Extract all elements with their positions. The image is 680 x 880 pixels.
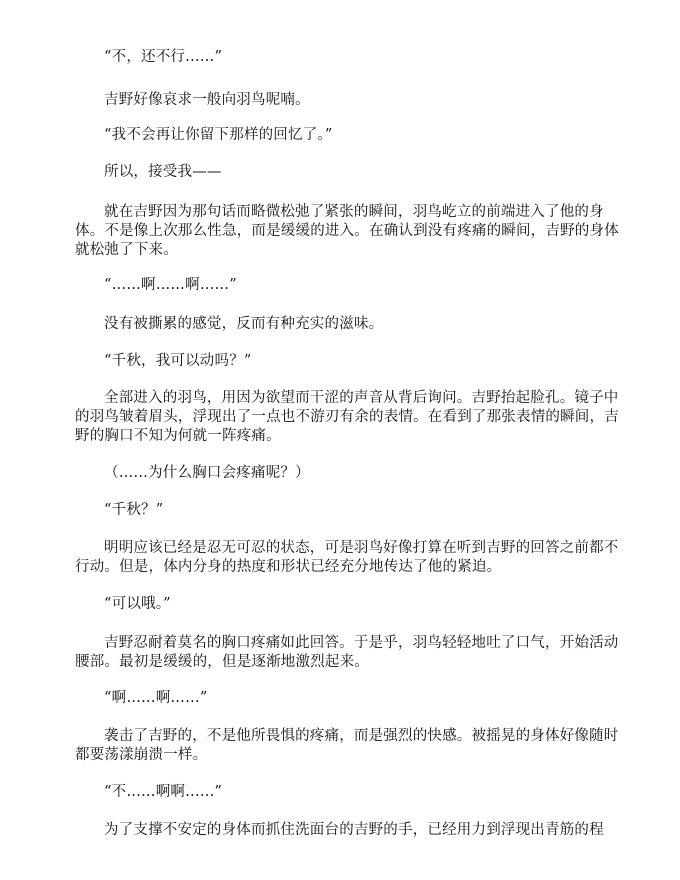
paragraph-13: “可以哦。” — [104, 596, 171, 612]
paragraph-11: “千秋？” — [104, 502, 164, 518]
paragraph-4: 所以，接受我—— — [104, 164, 222, 180]
paragraph-16: 袭击了吉野的，不是他所畏惧的疼痛，而是强烈的快感。被摇晃的身体好像随时都要荡漾崩溃一样。 — [75, 728, 619, 763]
paragraph-9: 全部进入的羽鸟，用因为欲望而干涩的声音从背后询问。吉野抬起脸孔。镜子中的羽鸟皱着眉头，浮现出了一点也不游刃有余的表情。在看到了那张表情的瞬间，吉野的胸口不知为何就一阵疼痛。 — [75, 390, 619, 444]
paragraph-14: 吉野忍耐着莫名的胸口疼痛如此回答。于是乎，羽鸟轻轻地吐了口气，开始活动腰部。最初是缓缓的，但是逐渐地激烈起来。 — [75, 635, 619, 670]
paragraph-6: “……啊……啊……” — [104, 277, 237, 293]
paragraph-1: “不，还不行……” — [104, 49, 223, 65]
paragraph-17: “不……啊啊……” — [104, 784, 223, 800]
paragraph-3: “我不会再让你留下那样的回忆了。” — [104, 127, 333, 143]
paragraph-8: “千秋，我可以动吗？” — [104, 353, 252, 369]
paragraph-15: “啊……啊……” — [104, 690, 208, 706]
paragraph-12: 明明应该已经是忍无可忍的状态，可是羽鸟好像打算在听到吉野的回答之前都不行动。但是，体内分身的热度和形状已经充分地传达了他的紧迫。 — [75, 540, 619, 575]
paragraph-18: 为了支撑不安定的身体而抓住洗面台的吉野的手，已经用力到浮现出青筋的程 — [104, 822, 604, 838]
paragraph-7: 没有被撕累的感觉，反而有种充实的滋味。 — [104, 316, 384, 332]
paragraph-2: 吉野好像哀求一般向羽鸟呢喃。 — [104, 92, 310, 108]
paragraph-5: 就在吉野因为那句话而略微松弛了紧张的瞬间，羽鸟屹立的前端进入了他的身体。不是像上次那么性急，而是缓缓的进入。在确认到没有疼痛的瞬间，吉野的身体就松弛了下来。 — [75, 204, 619, 258]
paragraph-10: （……为什么胸口会疼痛呢？） — [104, 465, 310, 481]
